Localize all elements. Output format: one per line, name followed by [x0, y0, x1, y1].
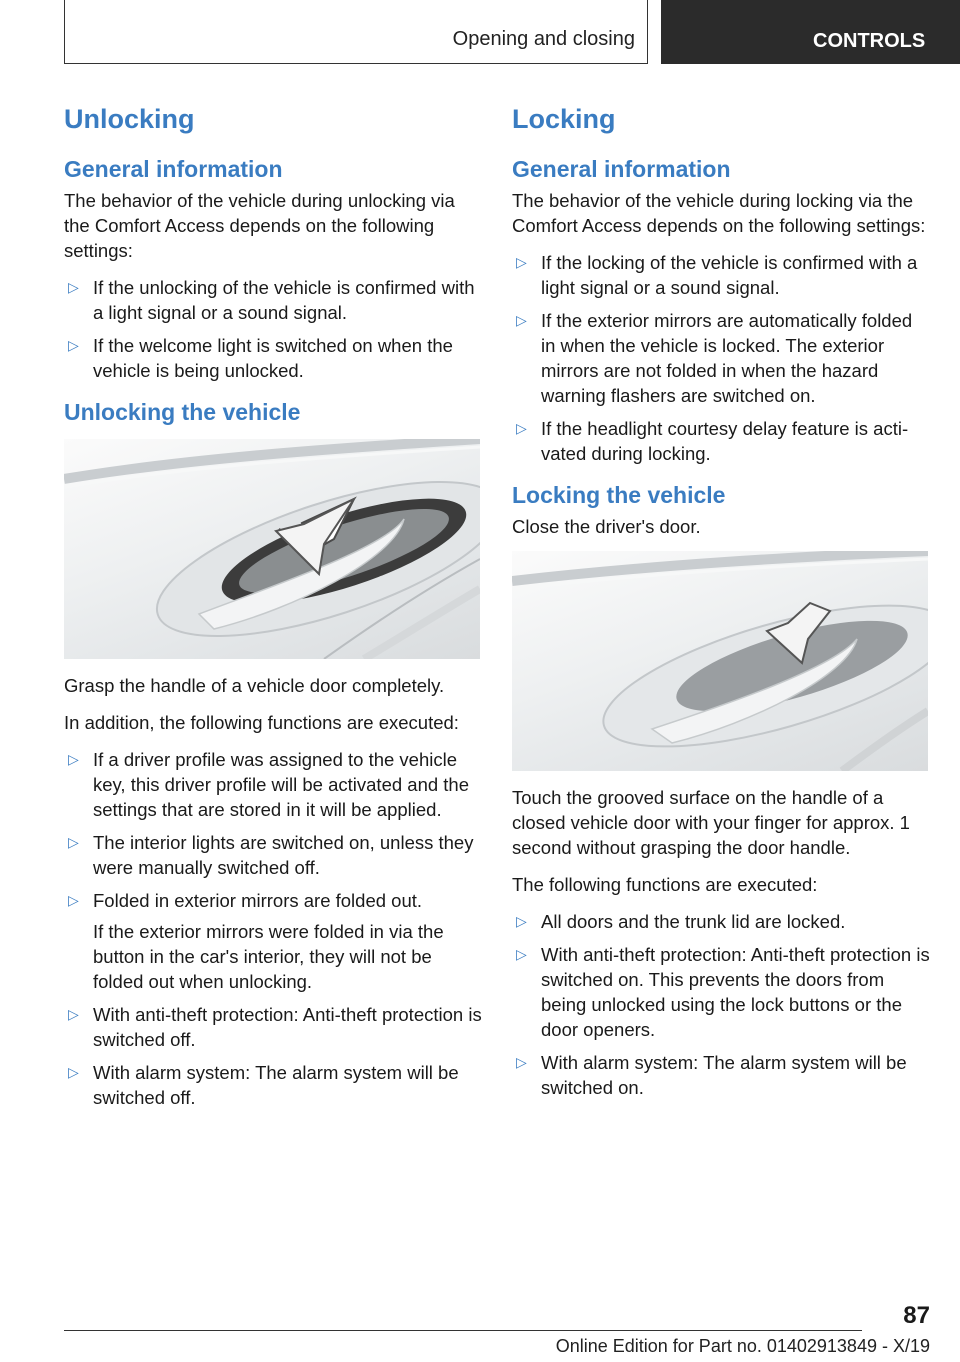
list-item: ▷ If the exterior mirrors are automatically folded in when the vehicle is locked. The exterior mirrors are not folded in when the hazard warning flashers are switched on.	[516, 310, 913, 406]
bullet-triangle-icon: ▷	[68, 337, 79, 353]
list-item: ▷ Folded in exterior mirrors are folded out. If the exterior mirrors were folded in via the button in the car's interior, they will not be folded out when unlocking.	[64, 888, 482, 994]
locking-functions-list	[512, 909, 930, 1100]
unlocking-functions-intro: In addition, the following functions are executed:	[64, 712, 459, 733]
list-item: ▷ The interior lights are switched on, unless they were manually switched off.	[68, 832, 474, 878]
bullet-triangle-icon: ▷	[516, 312, 527, 328]
grasp-instruction: Grasp the handle of a vehicle door completely.	[64, 675, 445, 696]
bullet-triangle-icon: ▷	[516, 913, 527, 929]
locking-general-intro: The behavior of the vehicle during locking via the Comfort Access depends on the following settings:	[512, 190, 926, 236]
close-door-instruction: Close the driver's door.	[512, 516, 701, 537]
locking-settings-list	[512, 250, 930, 466]
bullet-triangle-icon: ▷	[68, 1006, 79, 1022]
footer-divider	[64, 1330, 862, 1331]
list-item: ▷ If the welcome light is switched on when the vehicle is being unlocked.	[68, 335, 453, 381]
list-item: ▷ With alarm system: The alarm system will be switched off.	[68, 1062, 459, 1108]
locking-title: Locking	[512, 104, 616, 134]
locking-general-heading: General information	[512, 156, 731, 182]
list-item: ▷ If the headlight courtesy delay feature is activated during locking.	[516, 418, 909, 464]
list-item: ▷ If a driver profile was assigned to the vehicle key, this driver profile will be activated and the settings that are stored in it will be applied.	[68, 749, 470, 820]
door-handle-grasp-illustration	[64, 439, 480, 659]
left-column	[64, 98, 482, 1124]
unlocking-vehicle-heading: Unlocking the vehicle	[64, 399, 301, 425]
list-item: ▷ With anti-theft protection: Anti-theft protection is switched on. This prevents the doors from being unlocked using the lock buttons or the door openers.	[516, 944, 930, 1040]
edition-footer: Online Edition for Part no. 01402913849 - X/19	[555, 1336, 930, 1356]
bullet-triangle-icon: ▷	[516, 254, 527, 270]
bullet-triangle-icon: ▷	[68, 751, 79, 767]
unlocking-general-heading: General information	[64, 156, 283, 182]
list-item: ▷ If the unlocking of the vehicle is confirmed with a light signal or a sound signal.	[68, 277, 475, 323]
door-handle-grasp-drawing	[64, 439, 480, 659]
header-section-box	[64, 0, 648, 64]
bullet-triangle-icon: ▷	[516, 420, 527, 436]
header-section-title: Opening and closing	[452, 28, 635, 50]
right-column	[512, 98, 930, 1114]
bullet-triangle-icon: ▷	[68, 1064, 79, 1080]
unlocking-title: Unlocking	[64, 104, 195, 134]
header-chapter-tab: CONTROLS	[661, 0, 960, 64]
unlocking-settings-list	[64, 275, 482, 383]
touch-instruction: Touch the grooved surface on the handle of a closed vehicle door with your finger for approx. 1 second without grasping the door handle.	[512, 787, 910, 858]
bullet-triangle-icon: ▷	[68, 279, 79, 295]
bullet-triangle-icon: ▷	[516, 946, 527, 962]
bullet-triangle-icon: ▷	[68, 834, 79, 850]
door-handle-touch-drawing	[512, 551, 928, 771]
mirrors-note: If the exterior mirrors were folded in via the button in the car's interior, they will not be folded out when unlocking.	[93, 921, 444, 992]
locking-vehicle-heading: Locking the vehicle	[512, 482, 726, 508]
list-item: ▷ With alarm system: The alarm system will be switched on.	[516, 1052, 907, 1098]
locking-functions-intro: The following functions are executed:	[512, 874, 818, 895]
list-item: ▷ With anti-theft protection: Anti-theft protection is switched off.	[68, 1004, 482, 1050]
door-handle-touch-illustration	[512, 551, 928, 771]
unlocking-functions-list	[64, 747, 482, 1110]
page-number: 87	[903, 1302, 930, 1329]
unlocking-general-intro: The behavior of the vehicle during unlocking via the Comfort Access depends on the following settings:	[64, 190, 455, 261]
list-item: ▷ If the locking of the vehicle is confirmed with a light signal or a sound signal.	[516, 252, 918, 298]
list-item: ▷ All doors and the trunk lid are locked.	[516, 911, 846, 932]
bullet-triangle-icon: ▷	[68, 892, 79, 908]
bullet-triangle-icon: ▷	[516, 1054, 527, 1070]
